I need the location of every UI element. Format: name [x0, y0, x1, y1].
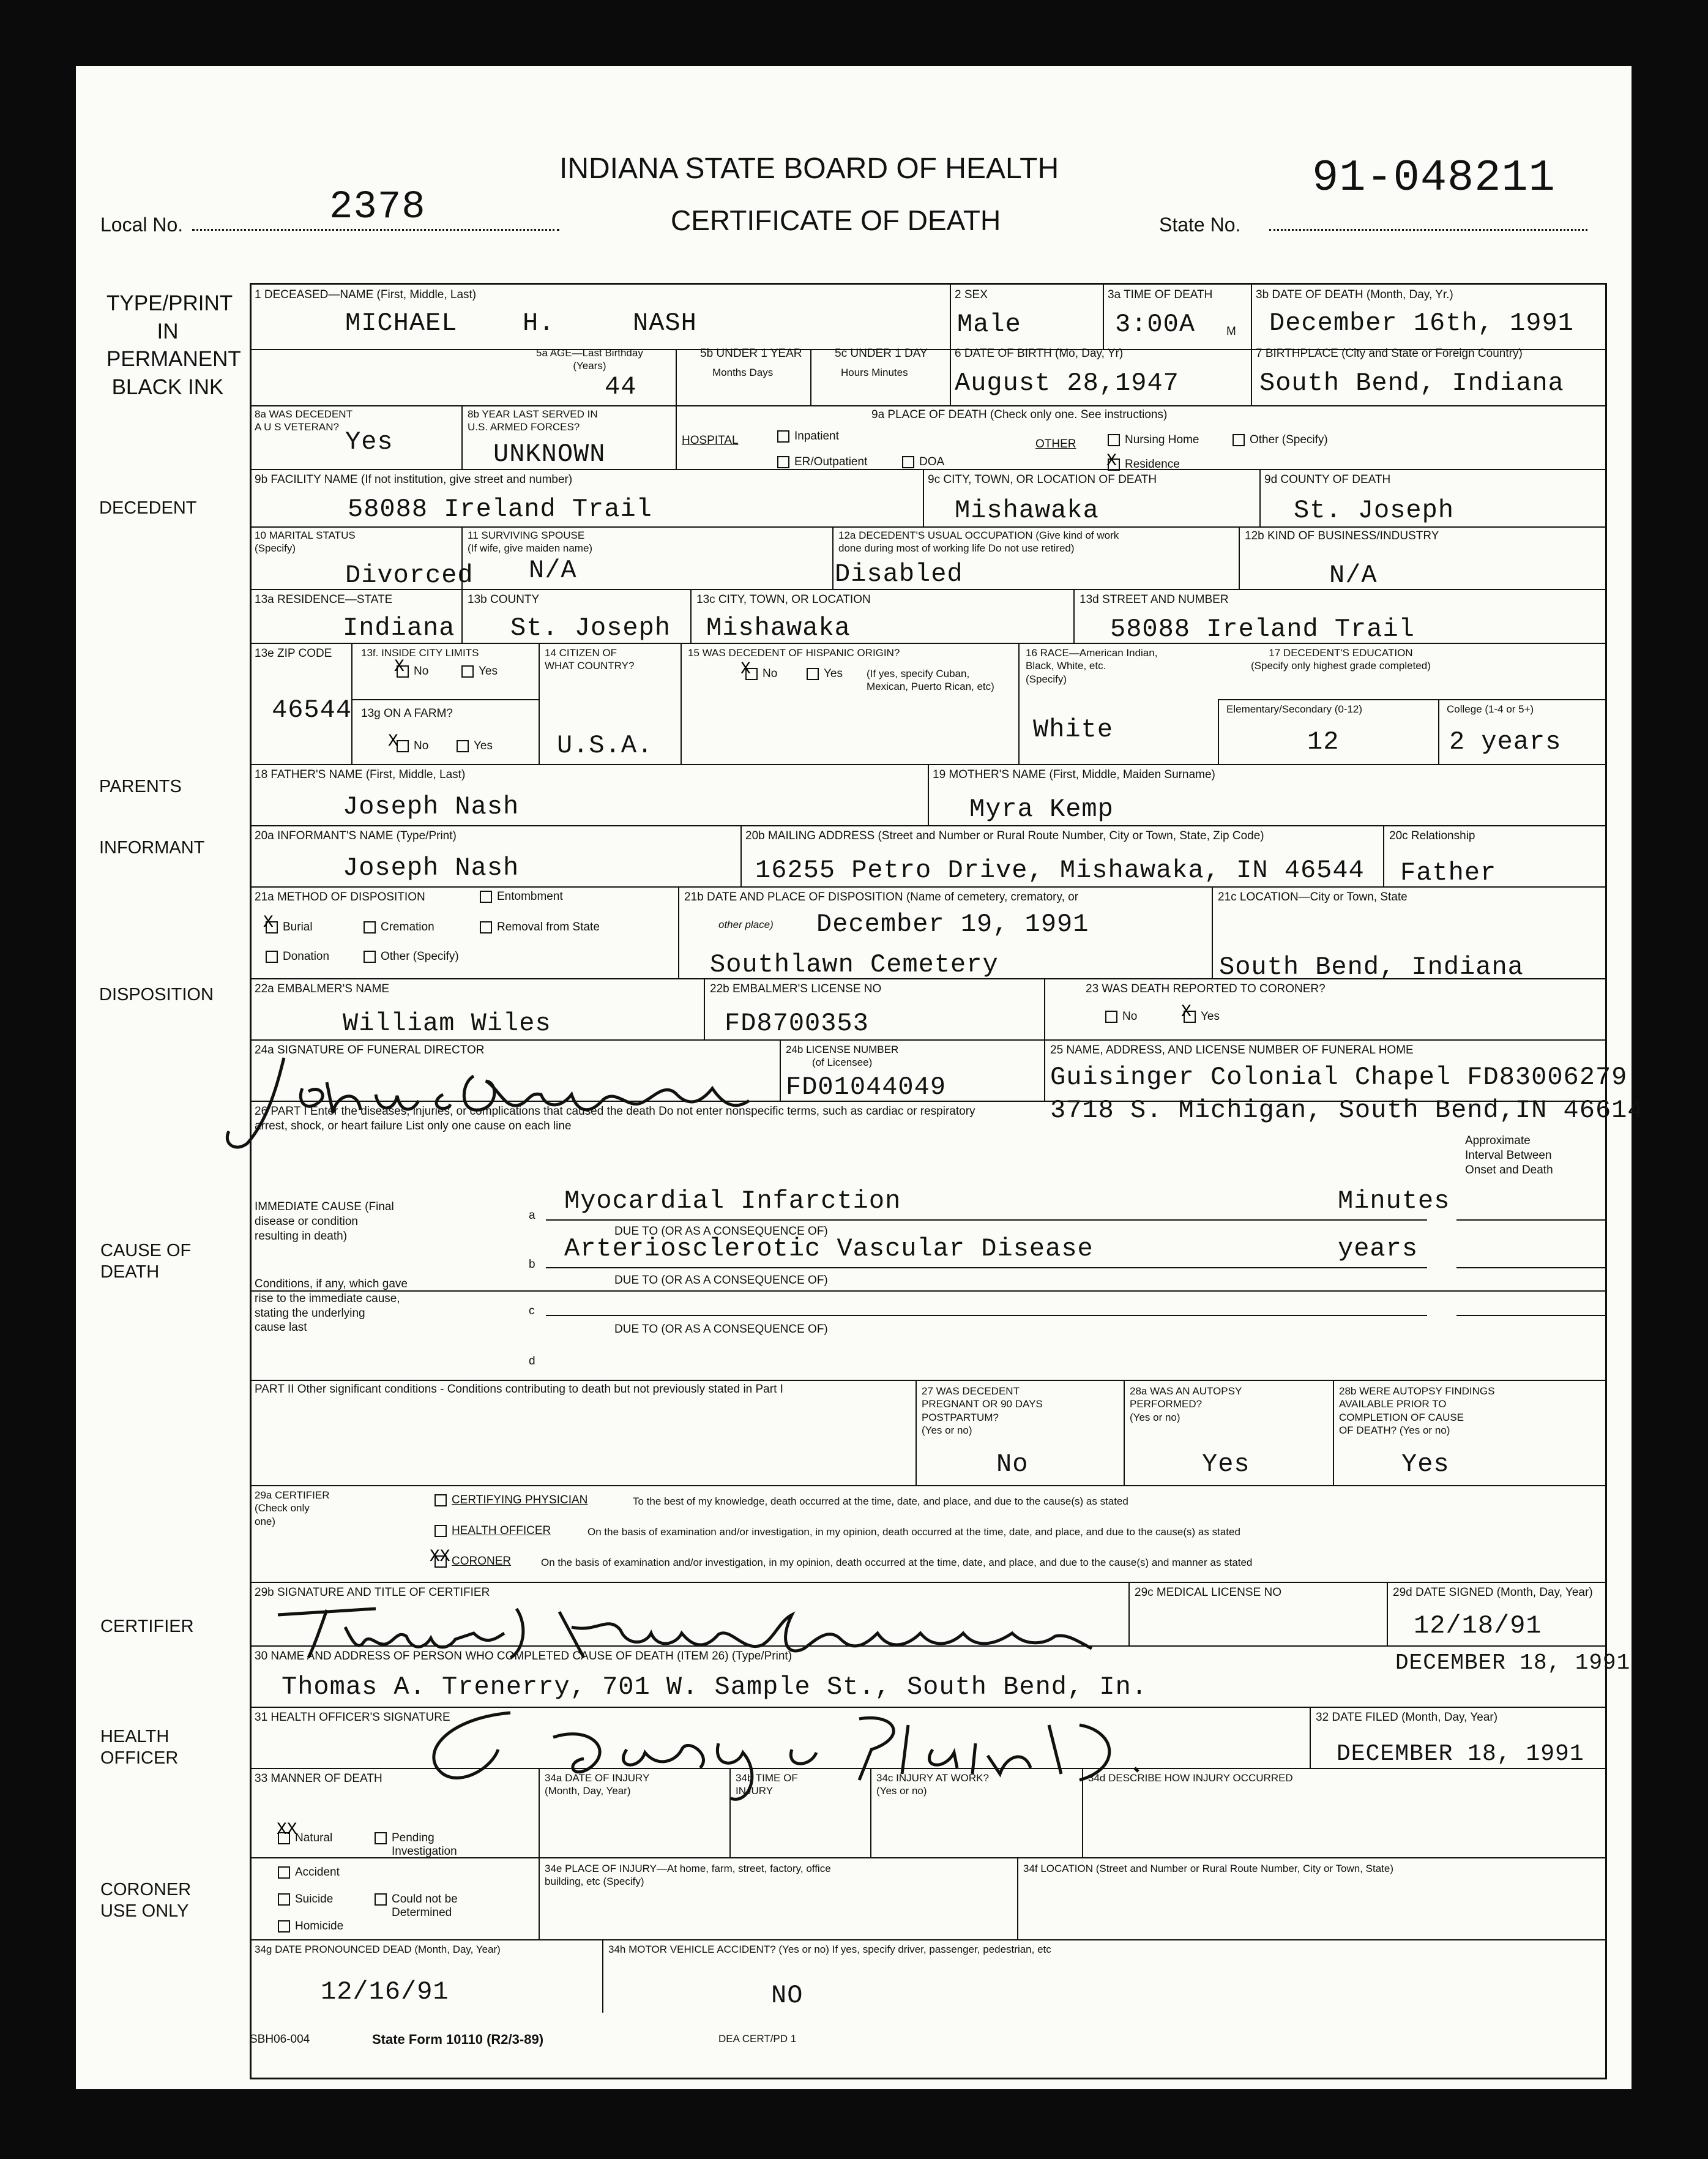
completer-name-address: Thomas A. Trenerry, 701 W. Sample St., South Bend, In.	[282, 1672, 1148, 1702]
checkbox-health-officer[interactable]: HEALTH OFFICER	[434, 1524, 551, 1538]
section-health-officer: HEALTH OFFICER	[100, 1727, 179, 1768]
education-elementary: 12	[1307, 727, 1340, 757]
embalmer-name: William Wiles	[343, 1009, 551, 1038]
checkbox-residence[interactable]: Residence	[1108, 458, 1180, 471]
date-signed-long: DECEMBER 18, 1991	[1395, 1650, 1631, 1675]
cause-a: Myocardial Infarction	[564, 1186, 901, 1216]
interval-a: Minutes	[1338, 1186, 1450, 1216]
residence-city: Mishawaka	[706, 613, 851, 643]
board-title: INDIANA STATE BOARD OF HEALTH	[559, 152, 1059, 185]
checkbox-farm-yes[interactable]: Yes	[457, 739, 493, 753]
section-certifier: CERTIFIER	[100, 1617, 194, 1636]
checkbox-removal[interactable]: Removal from State	[480, 921, 600, 934]
section-coroner: CORONER USE ONLY	[100, 1880, 192, 1921]
local-no-label: Local No.	[100, 214, 184, 236]
label-21b: 21b DATE AND PLACE OF DISPOSITION (Name of cemetery, crematory, or	[684, 891, 1079, 904]
father-name: Joseph Nash	[343, 792, 520, 821]
label-28b: 28b WERE AUTOPSY FINDINGS AVAILABLE PRIOR TO COMPLETION OF CAUSE OF DEATH? (Yes or no)	[1339, 1385, 1495, 1436]
section-parents: PARENTS	[99, 777, 182, 796]
checkbox-coroner-yes[interactable]: Yes	[1184, 1010, 1220, 1023]
due-to-c: DUE TO (OR AS A CONSEQUENCE OF)	[614, 1323, 828, 1336]
deceased-last-name: NASH	[633, 309, 697, 338]
due-to-b: DUE TO (OR AS A CONSEQUENCE OF)	[614, 1274, 828, 1287]
label-17: 17 DECEDENT'S EDUCATION (Specify only highest grade completed)	[1251, 647, 1431, 672]
label-20a: 20a INFORMANT'S NAME (Type/Print)	[255, 829, 457, 842]
relationship: Father	[1400, 858, 1497, 888]
label-9c: 9c CITY, TOWN, OR LOCATION OF DEATH	[928, 473, 1157, 486]
label-21c: 21c LOCATION—City or Town, State	[1218, 891, 1408, 904]
footer-dea: DEA CERT/PD 1	[718, 2033, 797, 2045]
residence-mark: X	[1106, 452, 1117, 471]
label-8a: 8a WAS DECEDENT A U S VETERAN?	[255, 408, 352, 433]
checkbox-city-limits-no[interactable]: No	[397, 665, 428, 678]
label-5b: 5b UNDER 1 YEAR	[700, 347, 802, 360]
county-of-death: St. Joseph	[1294, 496, 1455, 525]
label-5c-sub: Hours Minutes	[841, 367, 908, 378]
label-part2: PART II Other significant conditions - Conditions contributing to death but not previously stated in Part I	[255, 1383, 783, 1396]
coroner-mark: X	[1181, 1003, 1191, 1022]
funeral-home-address: 3718 S. Michigan, South Bend,IN 46614	[1050, 1096, 1644, 1125]
checkbox-nursing-home[interactable]: Nursing Home	[1108, 433, 1199, 447]
label-17-elementary: Elementary/Secondary (0-12)	[1226, 703, 1363, 715]
label-33: 33 MANNER OF DEATH	[255, 1772, 382, 1785]
due-to-a: DUE TO (OR AS A CONSEQUENCE OF)	[614, 1225, 828, 1238]
year-last-served: UNKNOWN	[493, 440, 606, 469]
checkbox-entombment[interactable]: Entombment	[480, 890, 563, 904]
label-34b: 34b TIME OF INJURY	[736, 1772, 798, 1797]
label-interval: Approximate Interval Between Onset and Death	[1465, 1134, 1553, 1177]
label-5c: 5c UNDER 1 DAY	[835, 347, 928, 360]
time-of-death: 3:00A	[1115, 310, 1196, 339]
checkbox-natural[interactable]: Natural	[278, 1832, 332, 1845]
certificate-title: CERTIFICATE OF DEATH	[671, 204, 1001, 236]
autopsy-findings-value: Yes	[1401, 1450, 1450, 1479]
checkbox-cremation[interactable]: Cremation	[364, 921, 434, 934]
label-24b: 24b LICENSE NUMBER (of Licensee)	[786, 1044, 899, 1069]
usual-occupation: Disabled	[835, 559, 963, 589]
autopsy-value: Yes	[1202, 1450, 1250, 1479]
facility-name: 58088 Ireland Trail	[348, 495, 652, 524]
hispanic-mark: X	[740, 660, 751, 679]
natural-mark: XX	[277, 1820, 297, 1839]
label-5b-sub: Months Days	[712, 367, 774, 378]
local-no-value: 2378	[329, 185, 426, 230]
label-34a: 34a DATE OF INJURY (Month, Day, Year)	[545, 1772, 650, 1797]
label-29b: 29b SIGNATURE AND TITLE OF CERTIFIER	[255, 1586, 490, 1599]
city-of-death: Mishawaka	[955, 496, 1099, 525]
surviving-spouse: N/A	[529, 556, 577, 585]
label-3b: 3b DATE OF DEATH (Month, Day, Yr.)	[1256, 288, 1453, 301]
disposition-location: South Bend, Indiana	[1219, 952, 1524, 982]
label-16: 16 RACE—American Indian, Black, White, etc. (Specify)	[1026, 647, 1158, 685]
checkbox-other-specify[interactable]: Other (Specify)	[1233, 433, 1328, 447]
label-13b: 13b COUNTY	[468, 593, 540, 606]
label-21a: 21a METHOD OF DISPOSITION	[255, 891, 425, 904]
label-13c: 13c CITY, TOWN, OR LOCATION	[696, 593, 871, 606]
label-3a: 3a TIME OF DEATH	[1108, 288, 1213, 301]
funeral-director-signature	[211, 1046, 798, 1156]
residence-county: St. Joseph	[510, 613, 671, 643]
city-limits-mark: X	[394, 657, 405, 676]
checkbox-accident[interactable]: Accident	[278, 1866, 340, 1879]
checkbox-other-disposition[interactable]: Other (Specify)	[364, 950, 459, 964]
disposition-place: Southlawn Cemetery	[710, 950, 999, 979]
checkbox-hispanic-no[interactable]: No	[745, 667, 777, 681]
section-cause: CAUSE OF DEATH	[100, 1241, 192, 1282]
citizen-country: U.S.A.	[557, 731, 654, 760]
checkbox-inpatient[interactable]: Inpatient	[777, 430, 839, 443]
label-12a: 12a DECEDENT'S USUAL OCCUPATION (Give kind of work done during most of working life Do not use retired)	[838, 529, 1119, 555]
label-32: 32 DATE FILED (Month, Day, Year)	[1316, 1711, 1498, 1724]
coroner-certifier-mark: XX	[430, 1547, 450, 1566]
label-13e: 13e ZIP CODE	[255, 647, 332, 660]
motor-vehicle-accident: NO	[771, 1981, 804, 2010]
deceased-first-name: MICHAEL	[345, 309, 458, 338]
checkbox-doa[interactable]: DOA	[902, 455, 944, 469]
label-31: 31 HEALTH OFFICER'S SIGNATURE	[255, 1711, 450, 1724]
checkbox-suicide[interactable]: Suicide	[278, 1893, 333, 1906]
checkbox-coroner[interactable]: CORONER	[434, 1555, 511, 1568]
checkbox-er-outpatient[interactable]: ER/Outpatient	[777, 455, 867, 469]
label-26: 26 PART I Enter the diseases, injuries, or complications that caused the death Do not enter nonspecific terms, such as cardiac or respiratory arrest, shock, or heart failure List only one cause on each line	[255, 1105, 975, 1132]
label-25: 25 NAME, ADDRESS, AND LICENSE NUMBER OF FUNERAL HOME	[1050, 1044, 1414, 1057]
section-informant: INFORMANT	[99, 838, 205, 858]
label-29c: 29c MEDICAL LICENSE NO	[1135, 1586, 1282, 1599]
health-officer-text: On the basis of examination and/or investigation, in my opinion, death occurred at the time, date, and place, and due to the cause(s) as stated	[587, 1526, 1240, 1538]
race: White	[1033, 715, 1114, 744]
checkbox-pending[interactable]: Pending Investigation	[375, 1832, 457, 1858]
state-no-value: 91-048211	[1312, 153, 1556, 203]
label-13g: 13g ON A FARM?	[361, 707, 453, 720]
label-1: 1 DECEASED—NAME (First, Middle, Last)	[255, 288, 477, 301]
section-decedent: DECEDENT	[99, 498, 197, 518]
date-filed: DECEMBER 18, 1991	[1337, 1741, 1584, 1767]
label-8b: 8b YEAR LAST SERVED IN U.S. ARMED FORCES?	[468, 408, 598, 433]
business-industry: N/A	[1329, 561, 1378, 590]
interval-b: years	[1338, 1234, 1419, 1263]
label-11: 11 SURVIVING SPOUSE (If wife, give maiden name)	[468, 529, 593, 555]
label-29d: 29d DATE SIGNED (Month, Day, Year)	[1393, 1586, 1593, 1599]
label-29a: 29a CERTIFIER (Check only one)	[255, 1489, 330, 1527]
checkbox-certifying-physician[interactable]: CERTIFYING PHYSICIAN	[434, 1494, 587, 1507]
label-24a: 24a SIGNATURE OF FUNERAL DIRECTOR	[255, 1044, 485, 1057]
label-22b: 22b EMBALMER'S LICENSE NO	[710, 982, 882, 995]
section-disposition: DISPOSITION	[99, 985, 214, 1005]
label-14: 14 CITIZEN OF WHAT COUNTRY?	[545, 647, 635, 672]
label-7: 7 BIRTHPLACE (City and State or Foreign Country)	[1256, 347, 1523, 360]
checkbox-city-limits-yes[interactable]: Yes	[461, 665, 498, 678]
pregnant-value: No	[996, 1450, 1029, 1479]
label-20b: 20b MAILING ADDRESS (Street and Number or Rural Route Number, City or Town, State, Zip Code)	[745, 829, 1264, 842]
certificate-paper: INDIANA STATE BOARD OF HEALTH CERTIFICATE OF DEATH Local No. 2378 State No. 91-048211 TYPE/PRINT IN PERMANENT BLACK INK DECEDENT PARENTS INFORMANT DISPOSITION CAUSE OF DEATH CERTIFIER HEALTH OFFICER CORONER USE ONLY 1 DECEASED—NAME (First, Middle, Last) 2 SEX 3a TIME OF DEATH 3b DATE OF DEATH (Month, Day, Yr.) MICHAEL H. NASH Male 3:00A M December 16th, 1991 5a AGE—Last Birthday (Years) 44 5b UNDER 1 YEAR Months Days 5c UNDER 1 DAY Hours Minutes 6 DATE OF BIRTH (Mo, Day, Yr) August 28,1947 7 BIRTHPLACE (City and State or Foreign Country) South Bend, Indiana 8a WAS DECEDENT A U S VETERAN? Yes 8b YEAR LAST SERVED IN U.S. ARMED FORCES? UNKNOWN 9a PLACE OF DEATH (Check only one. See instructions) HOSPITAL Inpatient ER/Outpatient DOA OTHER Nursing Home Other (Specify) Residence X 9b FACILITY NAME (If not institution, give street and number) 58088 Ireland Trail 9c CITY, TOWN, OR LOCATION OF DEATH Mishawaka 9d COUNTY OF DEATH St. Joseph 10 MARITAL STATUS (Specify) Divorced 11 SURVIVING SPOUSE (If wife, give maiden name) N/A 12a DECEDENT'S USUAL OCCUPATION (Give kind of work done during most of working life Do not use retired) Disabled 12b KIND OF BUSINESS/INDUSTRY N/A 13a RESIDENCE—STATE Indiana 13b COUNTY St. Joseph 13c CITY, TOWN, OR LOCATION Mishawaka 13d STREET AND NUMBER 58088 Ireland Trail 13e ZIP CODE 46544 13f. INSIDE CITY LIMITS No Yes X 13g ON A FARM? No Yes X 14 CITIZEN OF WHAT COUNTRY? U.S.A. 15 WAS DECEDENT OF HISPANIC ORIGIN? No Yes X (If yes, specify Cuban, Mexican, Puerto Rican, etc) 16 RACE—American Indian, Black, White, etc. (Specify) White 17 DECEDENT'S EDUCATION (Specify only highest grade completed) Elementary/Secondary (0-12) College (1-4 or 5+) 12 2 years 18 FATHER'S NAME (First, Middle, Last) Joseph Nash 19 MOTHER'S NAME (First, Middle, Maiden Surname) Myra Kemp 20a INFORMANT'S NAME (Type/Print) Joseph Nash 20b MAILING ADDRESS (Street and Number or Rural Route Number, City or Town, State, Zip Code) 16255 Petro Drive, Mishawaka, IN 46544 20c Relationship Father 21a METHOD OF DISPOSITION Entombment Burial X Cremation Removal from State Donation Other (Specify) 21b DATE AND PLACE OF DISPOSITION (Name of cemetery, crematory, or other place) December 19, 1991 Southlawn Cemetery 21c LOCATION—City or Town, State South Bend, Indiana 22a EMBALMER'S NAME William Wiles 22b EMBALMER'S LICENSE NO FD8700353 23 WAS DEATH REPORTED TO CORONER? No Yes X 24a SIGNATURE OF FUNERAL DIRECTOR 24b LICENSE NUMBER (of Licensee) FD01044049 25 NAME, ADDRESS, AND LICENSE NUMBER OF FUNERAL HOME Guisinger Colonial Chapel FD83006279 3718 S. Michigan, South Bend,IN 46614 26 PART I Enter the diseases, injuries, or complications that caused the death Do not enter nonspecific terms, such as cardiac or respiratory arrest, shock, or heart failure List only one cause on each line Approximate Interval Between Onset and Death IMMEDIATE CAUSE (Final disease or condition resulting in death) Conditions, if any, which gave rise to the immediate cause, stating the underlying cause last a Myocardial Infarction Minutes DUE TO (OR AS A CONSEQUENCE OF) b Arteriosclerotic Vascular Disease years DUE TO (OR AS A CONSEQUENCE OF) c DUE TO (OR AS A CONSEQUENCE OF) d PART II Other significant conditions - Conditions contributing to death but not previously stated in Part I 27 WAS DECEDENT PREGNANT OR 90 DAYS POSTPARTUM? (Yes or no) No 28a WAS AN AUTOPSY PERFORMED? (Yes or no) Yes 28b WERE AUTOPSY FINDINGS AVAILABLE PRIOR TO COMPLETION OF CAUSE OF DEATH? (Yes or no) Yes 29a CERTIFIER (Check only one) CERTIFYING PHYSICIAN To the best of my knowledge, death occurred at the time, date, and place, and due to the cause(s) as stated HEALTH OFFICER On the basis of examination and/or investigation, in my opinion, death occurred at the time, date, and place, and due to the cause(s) as stated CORONER XX On the basis of examination and/or investigation, in my opinion, death occurred at the time, date, and place, and due to the cause(s) and manner as stated 29b SIGNATURE AND TITLE OF CERTIFIER 29c MEDICAL LICENSE NO 29d DATE SIGNED (Month, Day, Year) 12/18/91 DECEMBER 18, 1991 30 NAME AND ADDRESS OF PERSON WHO COMPLETED CAUSE OF DEATH (ITEM 26) (Type/Print) Thomas A. Trenerry, 701 W. Sample St., South Bend, In. 31 HEALTH OFFICER'S SIGNATURE 32 DATE FILED (Month, Day, Year) DECEMBER 18, 1991 33 MANNER OF DEATH Natural XX Pending Investigation Accident Suicide Could not be Determined Homicide 34a DATE OF INJURY (Month, Day, Year) 34b TIME OF INJURY 34c INJURY AT WORK? (Yes or no) 34d DESCRIBE HOW INJURY OCCURRED 34e PLACE OF INJURY—At home, farm, street, factory, office building, etc (Specify) 34f LOCATION (Street and Number or Rural Route Number, City or Town, State) 34g DATE PRONOUNCED DEAD (Month, Day, Year) 12/16/91 34h MOTOR VEHICLE ACCIDENT? (Yes or no) If yes, specify driver, passenger, pedestrian, etc NO SBH06-004 State Form 10110 (R2/3-89) DEA CERT/PD 1	[76, 66, 1632, 2089]
farm-mark: X	[388, 732, 398, 751]
sex-value: Male	[957, 310, 1021, 339]
date-signed: 12/18/91	[1414, 1611, 1542, 1641]
label-20c: 20c Relationship	[1389, 829, 1475, 842]
label-13d: 13d STREET AND NUMBER	[1080, 593, 1229, 606]
label-34h: 34h MOTOR VEHICLE ACCIDENT? (Yes or no) If yes, specify driver, passenger, pedestrian, etc	[608, 1944, 1051, 1955]
label-34g: 34g DATE PRONOUNCED DEAD (Month, Day, Year)	[255, 1944, 501, 1955]
disposition-date: December 19, 1991	[816, 910, 1089, 939]
label-21b-sub: other place)	[718, 919, 774, 930]
label-9d: 9d COUNTY OF DEATH	[1264, 473, 1391, 486]
label-27: 27 WAS DECEDENT PREGNANT OR 90 DAYS POSTPARTUM? (Yes or no)	[922, 1385, 1043, 1436]
cause-b: Arteriosclerotic Vascular Disease	[564, 1234, 1094, 1263]
time-m: M	[1226, 325, 1236, 338]
marital-status: Divorced	[345, 561, 474, 590]
label-6: 6 DATE OF BIRTH (Mo, Day, Yr)	[955, 347, 1124, 360]
label-9a: 9a PLACE OF DEATH (Check only one. See instructions)	[871, 408, 1168, 421]
coroner-text: On the basis of examination and/or investigation, in my opinion, death occurred at the time, date, and place, and due to the cause(s) and manner as stated	[541, 1557, 1253, 1568]
state-no-line	[1269, 229, 1587, 231]
burial-mark: X	[263, 913, 274, 932]
certifying-physician-text: To the best of my knowledge, death occurred at the time, date, and place, and due to the cause(s) as stated	[633, 1495, 1128, 1507]
label-5a: 5a AGE—Last Birthday (Years)	[536, 347, 643, 372]
label-15-sub: (If yes, specify Cuban, Mexican, Puerto Rican, etc)	[867, 668, 994, 693]
label-23: 23 WAS DEATH REPORTED TO CORONER?	[1086, 982, 1326, 995]
checkbox-farm-no[interactable]: No	[397, 739, 428, 753]
label-9b: 9b FACILITY NAME (If not institution, give street and number)	[255, 473, 573, 486]
education-college: 2 years	[1449, 727, 1562, 757]
label-17-college: College (1-4 or 5+)	[1447, 703, 1534, 715]
checkbox-coroner-no[interactable]: No	[1105, 1010, 1137, 1023]
residence-street: 58088 Ireland Trail	[1110, 615, 1415, 644]
label-13f: 13f. INSIDE CITY LIMITS	[361, 647, 479, 659]
label-other: OTHER	[1035, 438, 1076, 451]
label-12b: 12b KIND OF BUSINESS/INDUSTRY	[1245, 529, 1439, 542]
funeral-home-name: Guisinger Colonial Chapel FD83006279	[1050, 1063, 1628, 1092]
checkbox-hispanic-yes[interactable]: Yes	[807, 667, 843, 681]
label-28a: 28a WAS AN AUTOPSY PERFORMED? (Yes or no)	[1130, 1385, 1242, 1423]
date-of-birth: August 28,1947	[955, 369, 1179, 398]
state-no-label: State No.	[1159, 214, 1241, 236]
label-30: 30 NAME AND ADDRESS OF PERSON WHO COMPLETED CAUSE OF DEATH (ITEM 26) (Type/Print)	[255, 1650, 792, 1663]
label-13a: 13a RESIDENCE—STATE	[255, 593, 393, 606]
label-10: 10 MARITAL STATUS (Specify)	[255, 529, 356, 555]
footer-form: State Form 10110 (R2/3-89)	[372, 2032, 544, 2047]
mailing-address: 16255 Petro Drive, Mishawaka, IN 46544	[755, 856, 1365, 885]
label-34f: 34f LOCATION (Street and Number or Rural Route Number, City or Town, State)	[1023, 1863, 1393, 1874]
checkbox-homicide[interactable]: Homicide	[278, 1920, 343, 1933]
label-34e: 34e PLACE OF INJURY—At home, farm, street, factory, office building, etc (Specify)	[545, 1863, 831, 1888]
label-34d: 34d DESCRIBE HOW INJURY OCCURRED	[1088, 1772, 1293, 1784]
checkbox-donation[interactable]: Donation	[266, 950, 329, 964]
birthplace: South Bend, Indiana	[1259, 369, 1564, 398]
label-2: 2 SEX	[955, 288, 988, 301]
date-pronounced-dead: 12/16/91	[321, 1977, 449, 2007]
label-18: 18 FATHER'S NAME (First, Middle, Last)	[255, 768, 466, 781]
checkbox-undetermined[interactable]: Could not be Determined	[375, 1893, 458, 1920]
veteran-value: Yes	[345, 427, 393, 457]
age-value: 44	[605, 372, 637, 402]
label-conditions: Conditions, if any, which gave rise to the immediate cause, stating the underlying cause last	[255, 1278, 408, 1334]
date-of-death: December 16th, 1991	[1269, 309, 1574, 338]
informant-name: Joseph Nash	[343, 853, 520, 883]
deceased-middle-name: H.	[523, 309, 555, 338]
label-15: 15 WAS DECEDENT OF HISPANIC ORIGIN?	[688, 647, 900, 659]
checkbox-burial[interactable]: Burial	[266, 921, 313, 934]
residence-state: Indiana	[343, 613, 455, 643]
mother-name: Myra Kemp	[969, 795, 1114, 824]
type-print-note: TYPE/PRINT IN PERMANENT BLACK INK	[106, 291, 241, 399]
label-hospital: HOSPITAL	[682, 434, 739, 447]
label-19: 19 MOTHER'S NAME (First, Middle, Maiden Surname)	[933, 768, 1215, 781]
fd-license-number: FD01044049	[786, 1072, 947, 1102]
zip-code: 46544	[272, 695, 352, 725]
label-22a: 22a EMBALMER'S NAME	[255, 982, 390, 995]
footer-code: SBH06-004	[250, 2033, 310, 2046]
label-34c: 34c INJURY AT WORK? (Yes or no)	[876, 1772, 989, 1797]
embalmer-license: FD8700353	[725, 1009, 869, 1038]
label-immediate-cause: IMMEDIATE CAUSE (Final disease or condition resulting in death)	[255, 1200, 394, 1243]
